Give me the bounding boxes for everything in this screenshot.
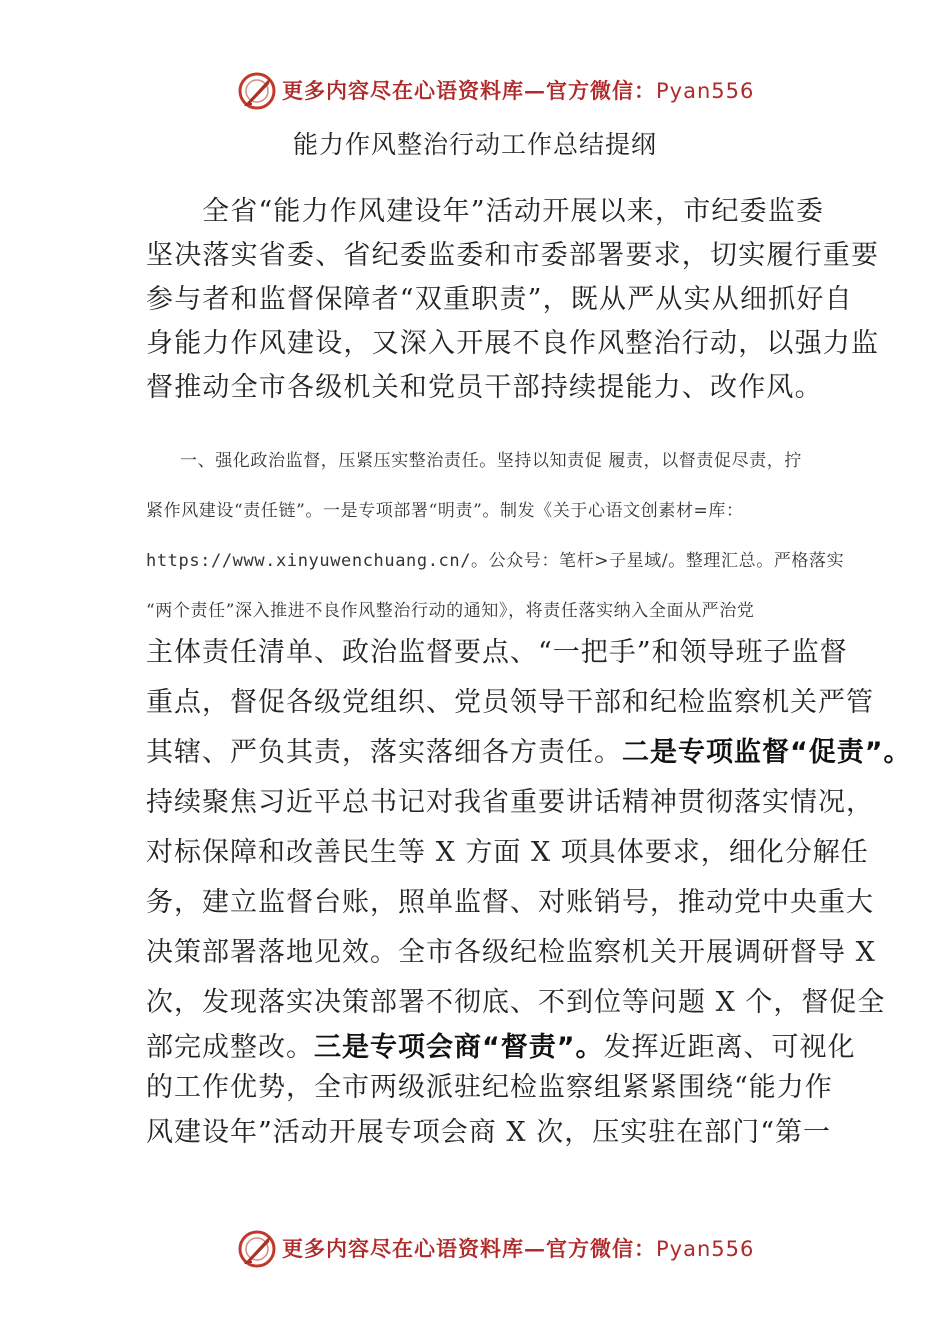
banner-label: 官方微信： bbox=[546, 1236, 656, 1261]
banner-prefix: 更多内容尽在心语资料库 bbox=[282, 78, 524, 103]
section-line: “两个责任”深入推进不良作风整治行动的通知》，将责任落实纳入全面从严治党 bbox=[146, 601, 755, 621]
intro-line: 身能力作风建设，又深入开展不良作风整治行动，以强力监 bbox=[146, 328, 880, 359]
body-line bbox=[146, 728, 912, 778]
intro-paragraph bbox=[146, 190, 879, 410]
body-line: 次，发现落实决策部署不彻底、不到位等问题 X 个，督促全 bbox=[146, 987, 886, 1018]
footer-watermark-banner bbox=[0, 1228, 950, 1274]
body-line: 的工作优势，全市两级派驻纪检监察组紧紧围绕“能力作 bbox=[146, 1072, 833, 1103]
body-text: 发挥近距离、可视化 bbox=[603, 1032, 856, 1063]
banner-wechat-id: Pyan556 bbox=[656, 79, 755, 103]
body-text: 部完成整改。 bbox=[146, 1032, 314, 1063]
banner-text bbox=[282, 1234, 754, 1264]
intro-line: 参与者和监督保障者“双重职责”，既从严从实从细抓好自 bbox=[146, 284, 853, 315]
document-title: 能力作风整治行动工作总结提纲 bbox=[292, 130, 657, 159]
section-one-paragraph bbox=[146, 436, 844, 636]
banner-dash: — bbox=[524, 1236, 546, 1261]
intro-line: 全省“能力作风建设年”活动开展以来，市纪委监委 bbox=[202, 196, 825, 227]
body-line bbox=[146, 1028, 912, 1068]
body-paragraph bbox=[146, 628, 912, 1158]
body-line: 对标保障和改善民生等 X 方面 X 项具体要求，细化分解任 bbox=[146, 837, 869, 868]
pen-logo-icon bbox=[236, 1228, 278, 1270]
section-line: 紧作风建设“责任链”。一是专项部署“明责”。制发《关于心语文创素材=库： bbox=[146, 501, 744, 521]
banner-label: 官方微信： bbox=[546, 78, 656, 103]
body-line: 务，建立监督台账，照单监督、对账销号，推动党中央重大 bbox=[146, 887, 874, 918]
banner-prefix: 更多内容尽在心语资料库 bbox=[282, 1236, 524, 1261]
pen-logo-icon bbox=[236, 70, 278, 112]
body-line: 重点，督促各级党组织、党员领导干部和纪检监察机关严管 bbox=[146, 687, 874, 718]
intro-line: 坚决落实省委、省纪委监委和市委部署要求，切实履行重要 bbox=[146, 240, 880, 271]
banner-dash: — bbox=[524, 78, 546, 103]
banner-wechat-id: Pyan556 bbox=[656, 1237, 755, 1261]
subheading-bold: 三是专项会商“督责”。 bbox=[314, 1032, 604, 1063]
header-watermark-banner bbox=[0, 70, 950, 116]
body-line: 持续聚焦习近平总书记对我省重要讲话精神贯彻落实情况， bbox=[146, 787, 874, 818]
section-line bbox=[146, 536, 844, 586]
subheading-bold: 二是专项监督“促责”。 bbox=[622, 737, 912, 768]
body-line: 主体责任清单、政治监督要点、“一把手”和领导班子监督 bbox=[146, 637, 848, 668]
intro-line: 督推动全市各级机关和党员干部持续提能力、改作风。 bbox=[146, 372, 823, 403]
body-text: 其辖、严负其责，落实落细各方责任。 bbox=[146, 737, 622, 768]
source-url: https://www.xinyuwenchuang.cn/ bbox=[146, 551, 472, 571]
section-line-rest: 。公众号：笔杆>子星域/。整理汇总。严格落实 bbox=[471, 551, 845, 571]
body-line: 决策部署落地见效。全市各级纪检监察机关开展调研督导 X bbox=[146, 937, 876, 968]
section-line: 一、强化政治监督，压紧压实整治责任。坚持以知责促 履责，以督责促尽责，拧 bbox=[180, 451, 803, 471]
body-line: 风建设年”活动开展专项会商 X 次，压实驻在部门“第一 bbox=[146, 1117, 831, 1148]
banner-text bbox=[282, 76, 754, 106]
